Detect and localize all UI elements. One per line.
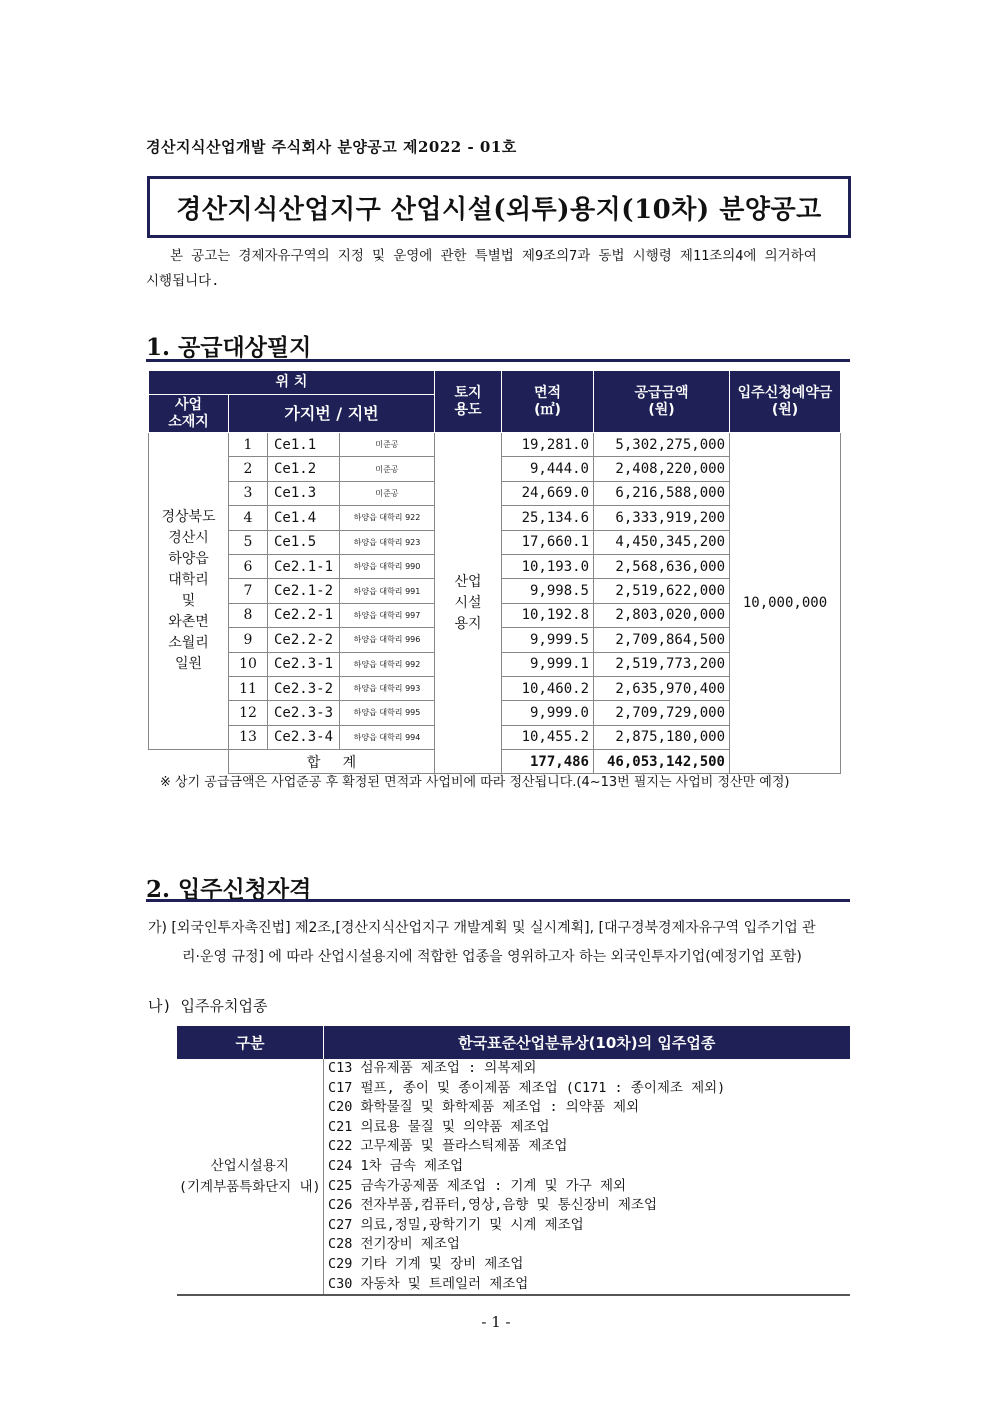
intro-paragraph: 본 공고는 경제자유구역의 지정 및 운영에 관한 특별법 제9조의7과 동법 시행령 제11조의4에 의거하여 시행됩니다. [146, 248, 817, 289]
notice-number: 경산지식산업개발 주식회사 분양공고 제2022 - 01호 [146, 138, 517, 156]
header-location: 위 치 [149, 371, 435, 395]
row-no: 6 [229, 554, 268, 578]
list-item: C30 자동차 및 트레일러 제조업 [328, 1275, 529, 1292]
industries-list [324, 1059, 850, 1295]
row-price: 2,568,636,000 [594, 554, 730, 578]
row-jibun: 하양읍 대학리 995 [340, 701, 435, 725]
eligibility-paragraph [148, 914, 852, 972]
row-area: 10,460.2 [502, 676, 594, 700]
header-area: 면적 (㎡) [502, 371, 594, 433]
row-lot: Ce2.2-1 [268, 603, 340, 627]
section1-rule [146, 359, 850, 362]
row-no: 13 [229, 725, 268, 749]
list-item: C22 고무제품 및 플라스틱제품 제조업 [328, 1138, 568, 1155]
table-note: ※ 상기 공급금액은 사업준공 후 확정된 면적과 사업비에 따라 정산됩니다.(4~13번 필지는 사업비 정산만 예정) [160, 775, 790, 790]
row-price: 2,709,729,000 [594, 701, 730, 725]
row-price: 2,519,622,000 [594, 579, 730, 603]
industries-col1-header: 구분 [177, 1026, 324, 1059]
total-area: 177,486 [502, 750, 594, 774]
row-no: 3 [229, 481, 268, 505]
row-no: 2 [229, 457, 268, 481]
list-item: C26 전자부품,컴퓨터,영상,음향 및 통신장비 제조업 [328, 1197, 658, 1214]
list-item: C13 섬유제품 제조업 : 의복제외 [328, 1060, 537, 1076]
row-price: 6,216,588,000 [594, 481, 730, 505]
row-lot: Ce1.4 [268, 506, 340, 530]
row-area: 25,134.6 [502, 506, 594, 530]
row-jibun: 하양읍 대학리 996 [340, 628, 435, 652]
row-lot: Ce2.1-1 [268, 554, 340, 578]
row-area: 17,660.1 [502, 530, 594, 554]
header-address: 사업 소재지 [149, 395, 229, 433]
title-box [147, 176, 851, 238]
industries-category: 산업시설용지 (기계부품특화단지 내) [177, 1059, 324, 1295]
header-deposit: 입주신청예약금 (원) [730, 371, 841, 433]
row-jibun: 미준공 [340, 433, 435, 457]
row-lot: Ce2.3-4 [268, 725, 340, 749]
row-jibun: 하양읍 대학리 923 [340, 530, 435, 554]
section2-heading: 2. 입주신청자격 [146, 876, 312, 903]
row-area: 10,455.2 [502, 725, 594, 749]
deposit-cell: 10,000,000 [730, 433, 841, 774]
row-no: 10 [229, 652, 268, 676]
row-no: 4 [229, 506, 268, 530]
eligibility-line-1: 가) [외국인투자촉진법] 제2조,[경산지식산업지구 개발계획 및 실시계획], [대구경북경제자유구역 입주기업 관 [148, 920, 816, 936]
row-area: 9,999.1 [502, 652, 594, 676]
row-no: 12 [229, 701, 268, 725]
row-jibun: 미준공 [340, 481, 435, 505]
row-price: 6,333,919,200 [594, 506, 730, 530]
row-lot: Ce1.3 [268, 481, 340, 505]
section2-rule [146, 899, 850, 902]
row-area: 24,669.0 [502, 481, 594, 505]
row-lot: Ce2.3-2 [268, 676, 340, 700]
row-lot: Ce2.1-2 [268, 579, 340, 603]
row-lot: Ce1.1 [268, 433, 340, 457]
row-price: 2,875,180,000 [594, 725, 730, 749]
row-area: 9,998.5 [502, 579, 594, 603]
row-jibun: 하양읍 대학리 991 [340, 579, 435, 603]
page-number: - 1 - [481, 1313, 511, 1331]
industries-col2-header: 한국표준산업분류상(10차)의 입주업종 [324, 1026, 850, 1059]
row-no: 1 [229, 433, 268, 457]
total-price: 46,053,142,500 [594, 750, 730, 774]
table-row [149, 433, 841, 457]
row-area: 10,192.8 [502, 603, 594, 627]
industries-subheading: 나) 입주유치업종 [148, 997, 268, 1015]
row-jibun: 미준공 [340, 457, 435, 481]
row-price: 5,302,275,000 [594, 433, 730, 457]
row-no: 8 [229, 603, 268, 627]
eligibility-line-2: 리·운영 규정] 에 따라 산업시설용지에 적합한 업종을 영위하고자 하는 외국인투자기업(예정기업 포함) [182, 949, 802, 965]
row-lot: Ce1.5 [268, 530, 340, 554]
list-item: C27 의료,정밀,광학기기 및 시계 제조업 [328, 1216, 584, 1233]
list-item: C29 기타 기계 및 장비 제조업 [328, 1255, 524, 1272]
row-lot: Ce2.3-1 [268, 652, 340, 676]
list-item: C25 금속가공제품 제조업 : 기계 및 가구 제외 [328, 1177, 627, 1194]
row-area: 9,999.5 [502, 628, 594, 652]
row-jibun: 하양읍 대학리 994 [340, 725, 435, 749]
row-price: 2,709,864,500 [594, 628, 730, 652]
header-land-use: 토지 용도 [435, 371, 502, 433]
row-lot: Ce2.2-2 [268, 628, 340, 652]
page-title: 경산지식산업지구 산업시설(외투)용지(10차) 분양공고 [176, 194, 822, 225]
address-cell: 경상북도 경산시 하양읍 대학리 및 와촌면 소월리 일원 [149, 433, 229, 750]
row-price: 2,803,020,000 [594, 603, 730, 627]
row-jibun: 하양읍 대학리 992 [340, 652, 435, 676]
row-no: 9 [229, 628, 268, 652]
list-item: C20 화학물질 및 화학제품 제조업 : 의약품 제외 [328, 1099, 640, 1116]
row-jibun: 하양읍 대학리 990 [340, 554, 435, 578]
header-price: 공급금액 (원) [594, 371, 730, 433]
list-item: C17 펄프, 종이 및 종이제품 제조업 (C171 : 종이제조 제외) [328, 1079, 726, 1096]
supply-lots-table [148, 370, 841, 774]
industries-table [176, 1026, 850, 1296]
row-price: 4,450,345,200 [594, 530, 730, 554]
row-price: 2,408,220,000 [594, 457, 730, 481]
section1-heading: 1. 공급대상필지 [146, 334, 312, 361]
row-lot: Ce1.2 [268, 457, 340, 481]
row-lot: Ce2.3-3 [268, 701, 340, 725]
row-area: 19,281.0 [502, 433, 594, 457]
header-lot: 가지번 / 지번 [229, 395, 435, 433]
row-jibun: 하양읍 대학리 997 [340, 603, 435, 627]
row-area: 9,444.0 [502, 457, 594, 481]
list-item: C28 전기장비 제조업 [328, 1236, 460, 1253]
row-no: 7 [229, 579, 268, 603]
row-price: 2,519,773,200 [594, 652, 730, 676]
list-item: C21 의료용 물질 및 의약품 제조업 [328, 1118, 550, 1135]
land-use-cell: 산업 시설 용지 [435, 433, 502, 774]
row-jibun: 하양읍 대학리 922 [340, 506, 435, 530]
row-area: 9,999.0 [502, 701, 594, 725]
row-no: 5 [229, 530, 268, 554]
total-label: 합 계 [229, 750, 435, 774]
row-no: 11 [229, 676, 268, 700]
row-area: 10,193.0 [502, 554, 594, 578]
list-item: C24 1차 금속 제조업 [328, 1157, 464, 1174]
row-price: 2,635,970,400 [594, 676, 730, 700]
row-jibun: 하양읍 대학리 993 [340, 676, 435, 700]
